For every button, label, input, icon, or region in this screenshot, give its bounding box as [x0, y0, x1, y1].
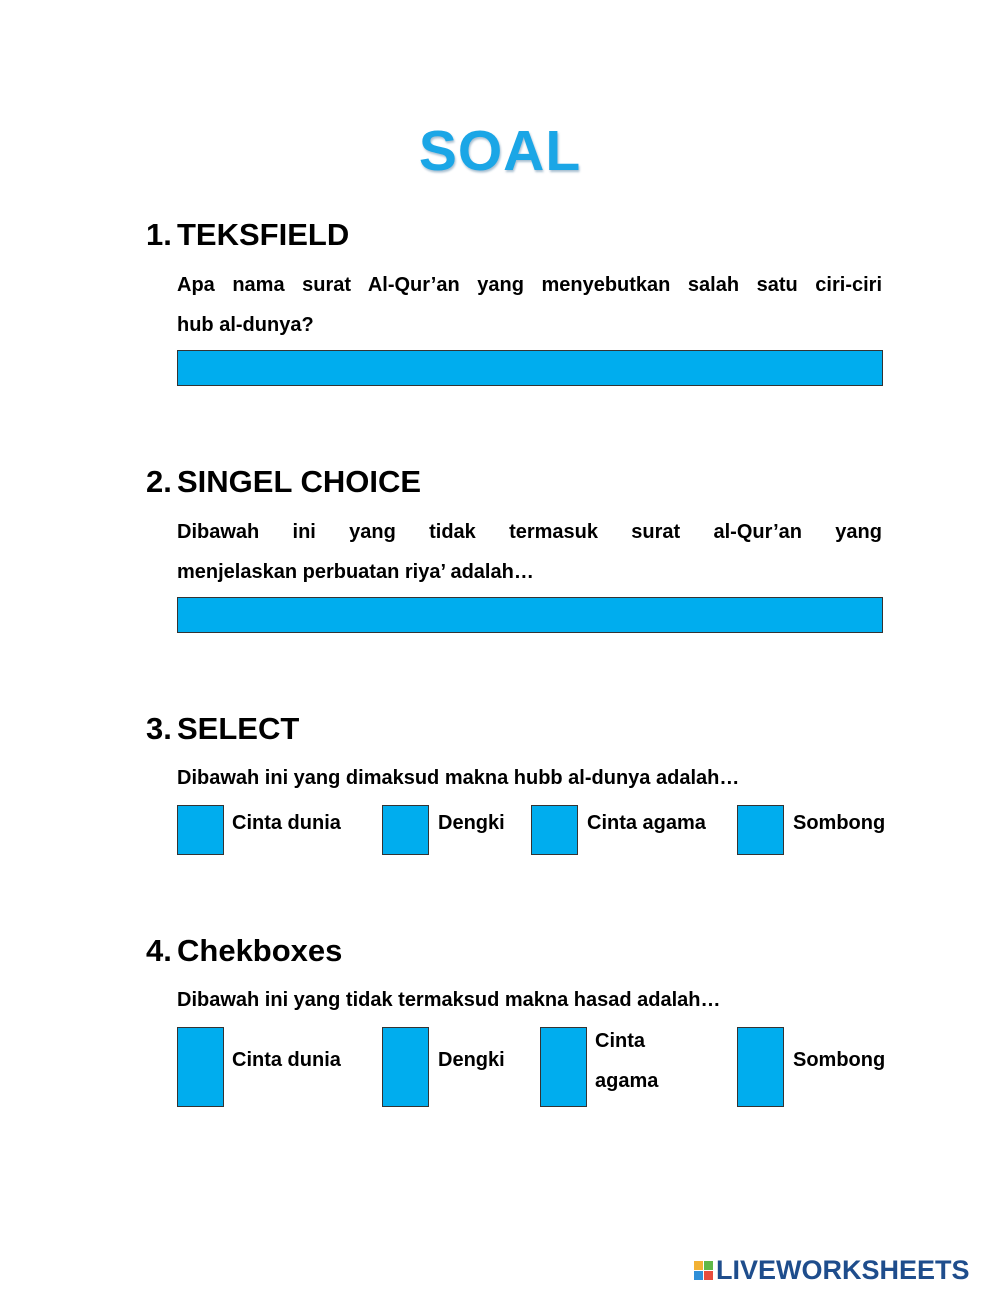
section-4-number: 4. [146, 933, 172, 968]
section-1-number: 1. [146, 217, 172, 252]
select-option-label: Cinta agama [587, 812, 706, 834]
checkbox-option-label-line-1: Cinta [595, 1030, 645, 1052]
single-choice-answer[interactable] [177, 597, 883, 633]
section-3-question: Dibawah ini yang dimaksud makna hubb al-dunya adalah… [177, 767, 740, 789]
select-box-cinta-dunia[interactable] [177, 805, 224, 855]
section-2-heading: SINGEL CHOICE [177, 464, 422, 499]
checkbox-option-label: Sombong [793, 1049, 886, 1071]
liveworksheets-brand [694, 1255, 970, 1286]
select-option-label: Sombong [793, 812, 886, 834]
section-3-number: 3. [146, 711, 172, 746]
select-box-cinta-agama[interactable] [531, 805, 578, 855]
section-1-heading: TEKSFIELD [177, 217, 350, 252]
section-1-question-line-2: hub al-dunya? [177, 314, 314, 336]
checkbox-option-label-line-2: agama [595, 1070, 659, 1092]
section-2-question-line-2: menjelaskan perbuatan riya’ adalah… [177, 561, 534, 583]
checkbox-option-label: Cinta dunia [232, 1049, 341, 1071]
select-option-label: Cinta dunia [232, 812, 341, 834]
text-field-answer[interactable] [177, 350, 883, 386]
checkbox-cinta-agama[interactable] [540, 1027, 587, 1107]
checkbox-sombong[interactable] [737, 1027, 784, 1107]
brand-name: LIVEWORKSHEETS [716, 1255, 970, 1285]
liveworksheets-logo-icon [694, 1261, 713, 1280]
section-3-heading: SELECT [177, 711, 300, 746]
section-2-question-line-1: Dibawah ini yang tidak termasuk surat al-Qur’an yang [177, 521, 882, 543]
section-2-number: 2. [146, 464, 172, 499]
section-4-question: Dibawah ini yang tidak termaksud makna hasad adalah… [177, 989, 721, 1011]
checkbox-option-label: Dengki [438, 1049, 505, 1071]
checkbox-dengki[interactable] [382, 1027, 429, 1107]
select-box-dengki[interactable] [382, 805, 429, 855]
page-title: SOAL [418, 119, 582, 183]
checkbox-cinta-dunia[interactable] [177, 1027, 224, 1107]
select-option-label: Dengki [438, 812, 505, 834]
select-box-sombong[interactable] [737, 805, 784, 855]
section-4-heading: Chekboxes [177, 933, 343, 968]
section-1-question-line-1: Apa nama surat Al-Qur’an yang menyebutkan salah satu ciri-ciri [177, 274, 882, 296]
